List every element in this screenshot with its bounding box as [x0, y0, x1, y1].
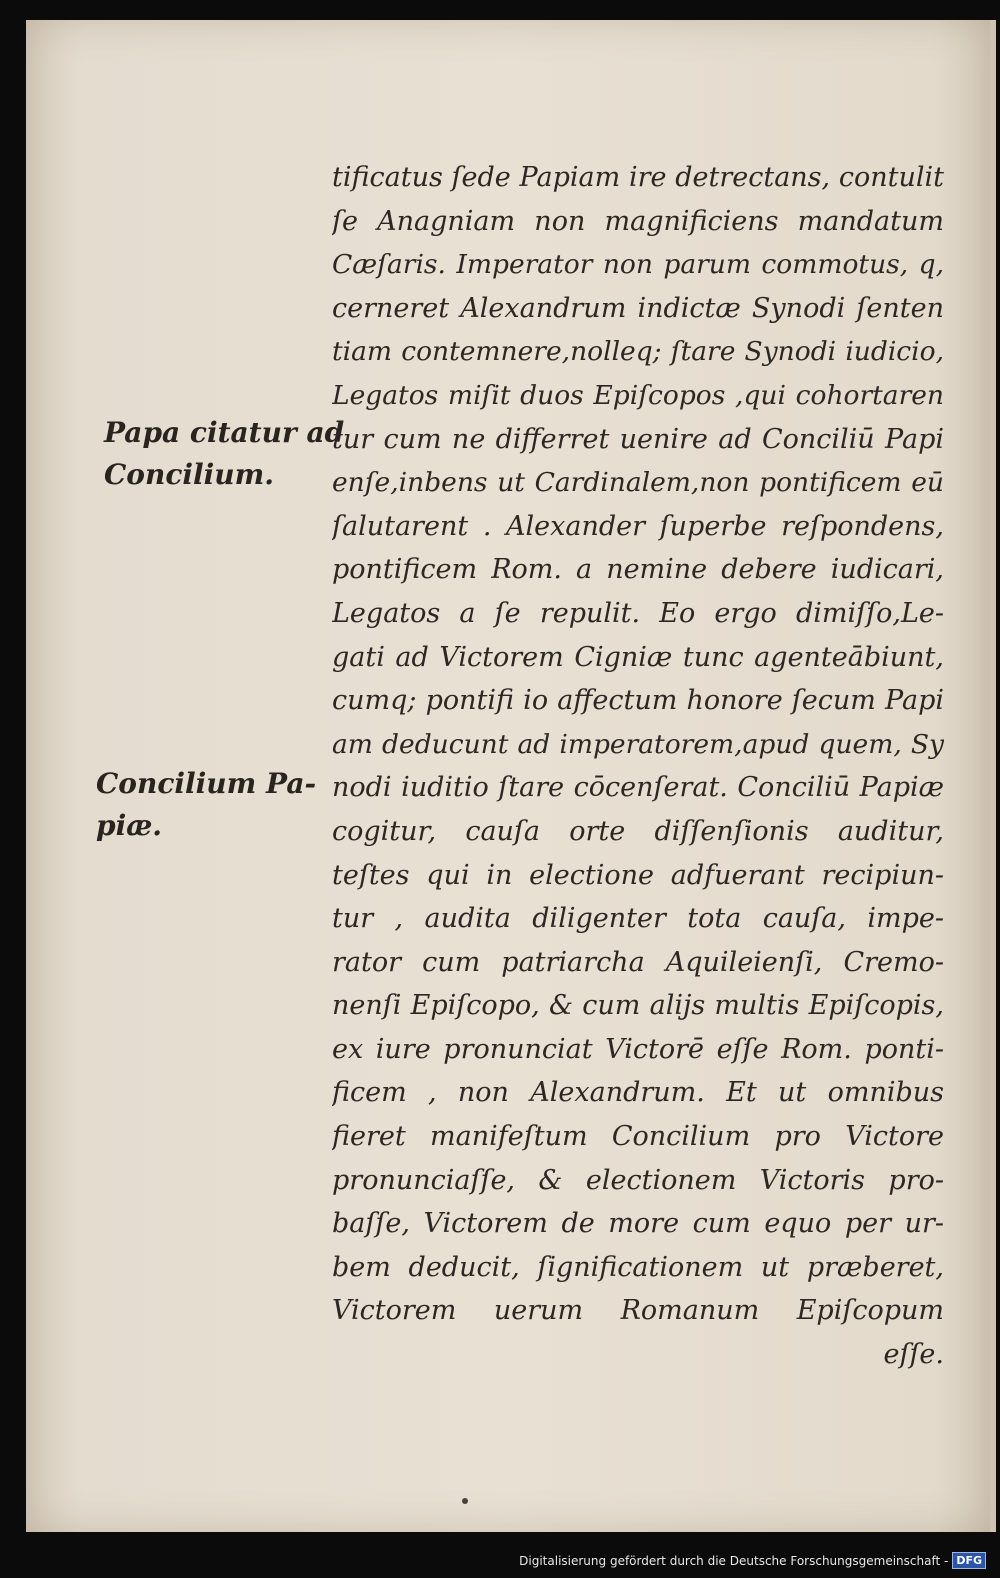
text-line-catchword: eſſe.: [883, 1339, 944, 1371]
text-line: rator cum patriarcha Aquileienſi, Cremo-: [332, 946, 944, 978]
text-line: cerneret Alexandrum indictæ Synodi ſenten: [332, 292, 944, 324]
marginal-note-papa-citatur: [104, 412, 344, 496]
text-line: Legatos a ſe repulit. Eo ergo dimiſſo,Le-: [332, 597, 944, 629]
text-line: tur cum ne differret uenire ad Conciliū Papi: [332, 423, 944, 455]
text-line: nenſi Epiſcopo, & cum alijs multis Epiſcopis,: [332, 990, 944, 1022]
text-line: teſtes qui in electione adfuerant recipiun-: [332, 859, 944, 891]
book-page: [26, 20, 996, 1532]
marginal-note-concilium-papiae: [96, 763, 316, 847]
digitization-footer: [519, 1552, 986, 1569]
text-line: tur , audita diligenter tota cauſa, impe-: [332, 903, 944, 935]
text-line: Legatos miſit duos Epiſcopos ,qui cohortaren: [332, 379, 944, 411]
text-line: ficem , non Alexandrum. Et ut omnibus: [332, 1077, 944, 1109]
text-line: Victorem uerum Romanum Epiſcopum: [332, 1295, 944, 1327]
page-mark: [462, 1498, 468, 1504]
text-line: cumq; pontifi io affectum honore ſecum Papi: [332, 685, 944, 717]
text-line: ſe Anagniam non magnificiens mandatum: [332, 205, 944, 237]
text-line: pronunciaſſe, & electionem Victoris pro-: [332, 1164, 944, 1196]
marginal-line: Papa citatur ad: [104, 416, 345, 449]
text-line: cogitur, cauſa orte diſſenſionis auditur,: [332, 815, 944, 847]
text-line: tificatus ſede Papiam ire detrectans, contulit: [332, 162, 944, 193]
text-line: bem deducit, ſignificationem ut præberet,: [332, 1251, 944, 1283]
marginal-line: piæ.: [96, 809, 163, 842]
text-line: ſalutarent . Alexander ſuperbe reſpondens,: [332, 510, 944, 542]
marginal-line: Concilium Pa-: [96, 767, 317, 800]
footer-text: Digitalisierung gefördert durch die Deutsche Forschungsgemeinschaft -: [519, 1553, 949, 1568]
text-line: nodi iuditio ſtare cōcenſerat. Conciliū Papiæ: [332, 772, 944, 804]
text-line: tiam contemnere,nolleq; ſtare Synodi iudicio,: [332, 336, 944, 368]
main-text-block: [332, 156, 944, 1377]
dfg-logo-icon: DFG: [952, 1552, 986, 1569]
text-line: pontificem Rom. a nemine debere iudicari,: [332, 554, 944, 586]
marginal-line: Concilium.: [104, 458, 275, 491]
text-line: gati ad Victorem Cigniæ tunc agenteābiunt,: [332, 641, 944, 673]
text-line: fieret manifeſtum Concilium pro Victore: [332, 1121, 944, 1153]
text-line: am deducunt ad imperatorem,apud quem, Sy: [332, 728, 944, 760]
text-line: baſſe, Victorem de more cum equo per ur-: [332, 1208, 944, 1240]
text-line: ex iure pronunciat Victorē eſſe Rom. ponti-: [332, 1033, 944, 1065]
text-line: enſe,inbens ut Cardinalem,non pontificem eū: [332, 467, 944, 499]
text-line: Cæſaris. Imperator non parum commotus, q,: [332, 249, 944, 281]
